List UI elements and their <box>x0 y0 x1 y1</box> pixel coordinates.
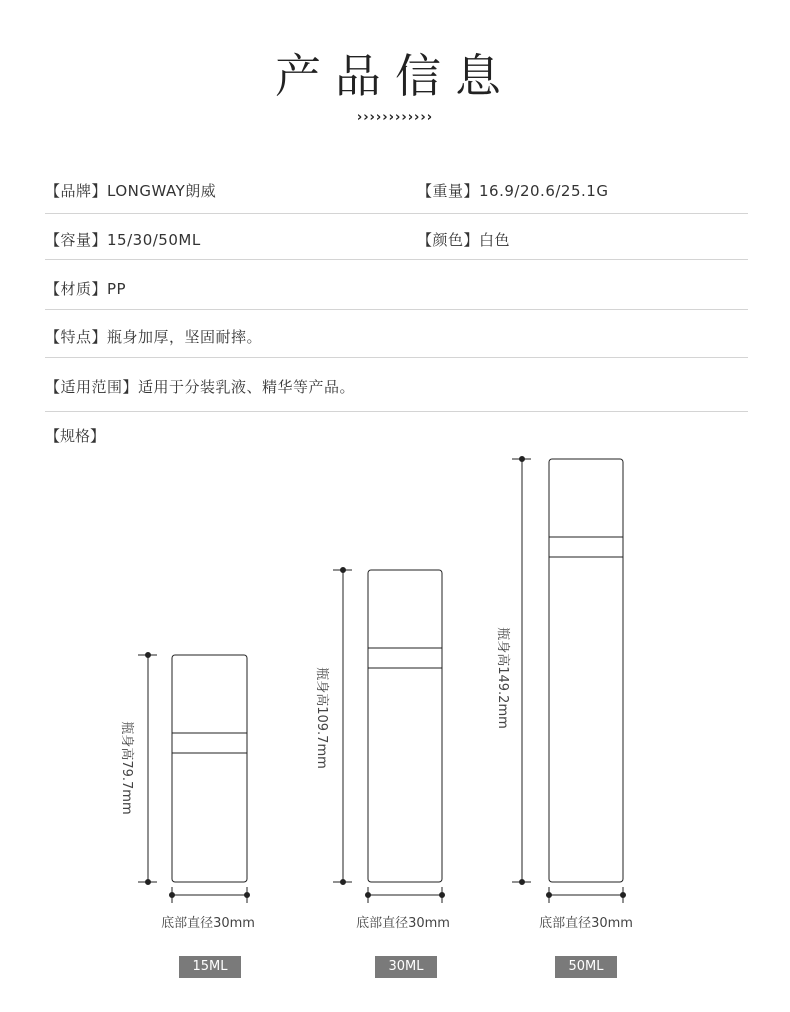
feature-label: 【特点】 <box>45 328 108 346</box>
dimension-dot <box>341 880 346 885</box>
feature-value: 瓶身加厚，坚固耐摔。 <box>107 328 263 346</box>
page-title: 产品信息 <box>275 49 515 103</box>
spec-row-brand-weight <box>45 180 748 228</box>
feature-spec <box>45 326 262 347</box>
size-section-label: 【规格】 <box>45 427 106 445</box>
bottle-50ml <box>512 457 626 904</box>
material-value: PP <box>107 280 127 298</box>
material-label: 【材质】 <box>45 280 108 298</box>
material-spec <box>45 278 126 299</box>
brand-label: 【品牌】 <box>45 182 108 200</box>
spec-row-capacity-color <box>45 229 748 277</box>
title-decoration: ›››››››››››› <box>356 110 434 125</box>
weight-value: 16.9/20.6/25.1G <box>479 182 609 200</box>
color-spec <box>417 229 510 250</box>
scope-spec <box>45 376 355 397</box>
spec-row-feature <box>45 326 748 374</box>
divider <box>45 357 748 358</box>
scope-value: 适用于分装乳液、精华等产品。 <box>138 378 356 396</box>
divider <box>45 309 748 310</box>
dimension-dot <box>366 893 371 898</box>
divider <box>45 213 748 214</box>
weight-label: 【重量】 <box>417 182 480 200</box>
brand-spec <box>45 180 216 201</box>
dimension-dot <box>170 893 175 898</box>
size-badge-15ml: 15ML <box>179 956 241 978</box>
brand-value: LONGWAY朗威 <box>107 182 217 200</box>
bottle-body <box>172 655 247 882</box>
weight-spec <box>417 180 608 201</box>
capacity-spec <box>45 229 201 250</box>
dimension-dot <box>520 457 525 462</box>
bottle-30ml <box>333 568 445 904</box>
spec-row-scope <box>45 376 748 424</box>
color-label: 【颜色】 <box>417 231 480 249</box>
divider <box>45 411 748 412</box>
dimension-dot <box>520 880 525 885</box>
dimension-dot <box>146 880 151 885</box>
bottle-15ml-base-label: 底部直径30mm <box>161 916 255 931</box>
bottle-50ml-height-label: 瓶身高149.2mm <box>495 627 510 729</box>
dimension-dot <box>440 893 445 898</box>
capacity-value: 15/30/50ML <box>107 231 201 249</box>
bottle-30ml-height-label: 瓶身高109.7mm <box>314 667 329 769</box>
dimension-dot <box>547 893 552 898</box>
bottle-body <box>549 459 623 882</box>
dimension-dot <box>146 653 151 658</box>
capacity-label: 【容量】 <box>45 231 108 249</box>
scope-label: 【适用范围】 <box>45 378 139 396</box>
color-value: 白色 <box>479 231 511 249</box>
bottle-body <box>368 570 442 882</box>
dimension-dot <box>621 893 626 898</box>
size-badge-30ml: 30ML <box>375 956 437 978</box>
bottle-30ml-base-label: 底部直径30mm <box>356 916 450 931</box>
bottle-15ml <box>138 653 250 904</box>
dimension-dot <box>245 893 250 898</box>
bottle-50ml-base-label: 底部直径30mm <box>539 916 633 931</box>
divider <box>45 259 748 260</box>
spec-row-material <box>45 278 748 326</box>
size-badge-50ml: 50ML <box>555 956 617 978</box>
dimension-dot <box>341 568 346 573</box>
bottle-15ml-height-label: 瓶身高79.7mm <box>119 721 134 815</box>
